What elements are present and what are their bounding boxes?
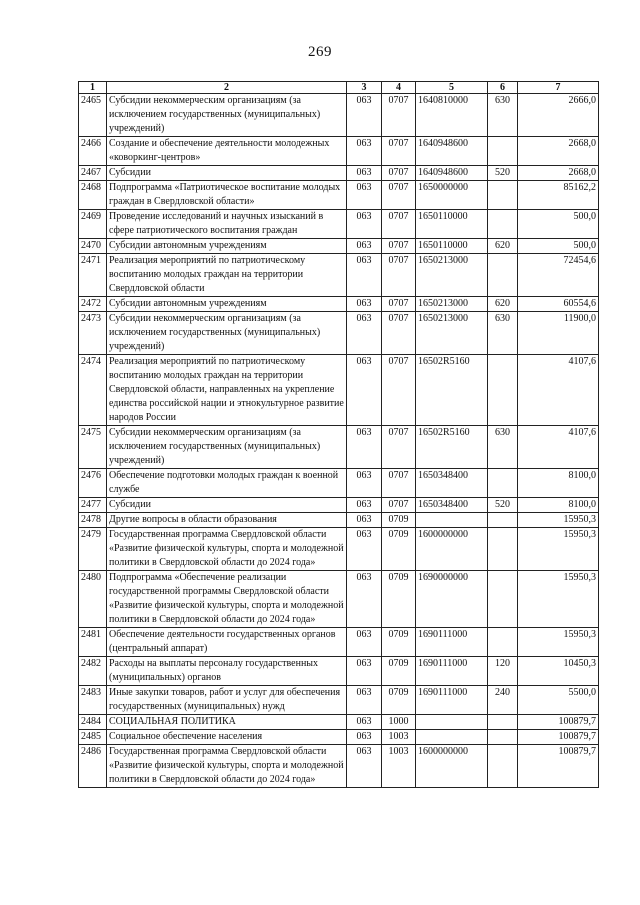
row-number: 2473 [79, 312, 107, 355]
table-row [79, 469, 599, 498]
row-section-code: 0707 [382, 210, 416, 239]
row-target-code: 1690111000 [416, 628, 488, 657]
row-expense-type: 630 [488, 312, 518, 355]
row-admin-code: 063 [347, 657, 382, 686]
table-row [79, 657, 599, 686]
row-name: Государственная программа Свердловской области «Развитие физической культуры, спорта и молодежной политики в Свердловской области до 2024 года» [107, 745, 347, 788]
row-target-code: 1650213000 [416, 312, 488, 355]
row-name: Подпрограмма «Патриотическое воспитание молодых граждан в Свердловской области» [107, 181, 347, 210]
row-target-code: 1640810000 [416, 94, 488, 137]
row-expense-type: 520 [488, 498, 518, 513]
row-section-code: 0707 [382, 469, 416, 498]
row-number: 2480 [79, 571, 107, 628]
table-row [79, 137, 599, 166]
row-amount: 4107,6 [518, 426, 599, 469]
table-row [79, 715, 599, 730]
row-expense-type: 620 [488, 297, 518, 312]
row-section-code: 0707 [382, 137, 416, 166]
table-row [79, 181, 599, 210]
table-row [79, 94, 599, 137]
row-expense-type [488, 210, 518, 239]
row-section-code: 1003 [382, 730, 416, 745]
row-number: 2470 [79, 239, 107, 254]
row-amount: 100879,7 [518, 730, 599, 745]
row-name: Субсидии некоммерческим организациям (за исключением государственных (муниципальных) учреждений) [107, 312, 347, 355]
header-cell: 4 [382, 82, 416, 94]
row-target-code: 1600000000 [416, 528, 488, 571]
row-number: 2479 [79, 528, 107, 571]
row-section-code: 0709 [382, 513, 416, 528]
row-target-code: 1650348400 [416, 469, 488, 498]
row-admin-code: 063 [347, 137, 382, 166]
row-admin-code: 063 [347, 426, 382, 469]
row-name: Субсидии автономным учреждениям [107, 239, 347, 254]
row-amount: 2666,0 [518, 94, 599, 137]
table-row [79, 166, 599, 181]
row-amount: 4107,6 [518, 355, 599, 426]
page-number: 269 [308, 44, 332, 60]
row-section-code: 0707 [382, 355, 416, 426]
row-number: 2482 [79, 657, 107, 686]
row-amount: 500,0 [518, 239, 599, 254]
row-name: Иные закупки товаров, работ и услуг для обеспечения государственных (муниципальных) нужд [107, 686, 347, 715]
row-amount: 15950,3 [518, 571, 599, 628]
row-target-code [416, 715, 488, 730]
row-name: Реализация мероприятий по патриотическому воспитанию молодых граждан на территории Свердловской области [107, 254, 347, 297]
table-row [79, 254, 599, 297]
table-row [79, 528, 599, 571]
table-row [79, 513, 599, 528]
table-row [79, 210, 599, 239]
row-number: 2478 [79, 513, 107, 528]
row-number: 2472 [79, 297, 107, 312]
row-amount: 8100,0 [518, 498, 599, 513]
row-admin-code: 063 [347, 528, 382, 571]
row-expense-type [488, 528, 518, 571]
row-number: 2471 [79, 254, 107, 297]
row-admin-code: 063 [347, 469, 382, 498]
row-expense-type [488, 745, 518, 788]
row-name: Обеспечение деятельности государственных органов (центральный аппарат) [107, 628, 347, 657]
row-target-code: 1690000000 [416, 571, 488, 628]
row-amount: 10450,3 [518, 657, 599, 686]
row-amount: 15950,3 [518, 513, 599, 528]
row-admin-code: 063 [347, 513, 382, 528]
table-row [79, 355, 599, 426]
row-target-code: 1690111000 [416, 686, 488, 715]
header-cell: 6 [488, 82, 518, 94]
row-name: Реализация мероприятий по патриотическому воспитанию молодых граждан на территории Свердловской области, направленных на укрепление единства российской нации и этнокультурное развитие народов России [107, 355, 347, 426]
row-section-code: 0707 [382, 426, 416, 469]
row-name: Другие вопросы в области образования [107, 513, 347, 528]
table-row [79, 745, 599, 788]
row-number: 2485 [79, 730, 107, 745]
header-cell: 5 [416, 82, 488, 94]
row-number: 2475 [79, 426, 107, 469]
row-section-code: 0707 [382, 297, 416, 312]
row-section-code: 0707 [382, 181, 416, 210]
row-expense-type [488, 513, 518, 528]
row-amount: 15950,3 [518, 628, 599, 657]
row-expense-type [488, 181, 518, 210]
row-admin-code: 063 [347, 745, 382, 788]
table-row [79, 312, 599, 355]
row-number: 2466 [79, 137, 107, 166]
row-number: 2486 [79, 745, 107, 788]
header-cell: 3 [347, 82, 382, 94]
table-row [79, 239, 599, 254]
row-number: 2467 [79, 166, 107, 181]
table-row [79, 498, 599, 513]
header-cell: 1 [79, 82, 107, 94]
row-expense-type [488, 469, 518, 498]
table-row [79, 730, 599, 745]
row-target-code [416, 513, 488, 528]
row-expense-type [488, 730, 518, 745]
budget-table [78, 81, 599, 788]
row-section-code: 0709 [382, 686, 416, 715]
row-admin-code: 063 [347, 571, 382, 628]
row-amount: 85162,2 [518, 181, 599, 210]
row-target-code: 1650110000 [416, 210, 488, 239]
row-admin-code: 063 [347, 210, 382, 239]
row-admin-code: 063 [347, 166, 382, 181]
row-target-code: 1650000000 [416, 181, 488, 210]
table-row [79, 686, 599, 715]
row-target-code: 1640948600 [416, 137, 488, 166]
row-amount: 5500,0 [518, 686, 599, 715]
row-number: 2469 [79, 210, 107, 239]
row-amount: 15950,3 [518, 528, 599, 571]
row-expense-type: 620 [488, 239, 518, 254]
header-cell: 2 [107, 82, 347, 94]
row-section-code: 1003 [382, 745, 416, 788]
row-expense-type: 240 [488, 686, 518, 715]
row-number: 2468 [79, 181, 107, 210]
row-admin-code: 063 [347, 297, 382, 312]
row-expense-type [488, 355, 518, 426]
row-name: Социальное обеспечение населения [107, 730, 347, 745]
row-target-code: 1650110000 [416, 239, 488, 254]
row-amount: 60554,6 [518, 297, 599, 312]
row-expense-type: 120 [488, 657, 518, 686]
row-expense-type: 630 [488, 94, 518, 137]
row-admin-code: 063 [347, 686, 382, 715]
row-name: Субсидии автономным учреждениям [107, 297, 347, 312]
row-amount: 8100,0 [518, 469, 599, 498]
row-section-code: 0707 [382, 166, 416, 181]
row-section-code: 1000 [382, 715, 416, 730]
row-number: 2465 [79, 94, 107, 137]
row-number: 2483 [79, 686, 107, 715]
row-amount: 2668,0 [518, 137, 599, 166]
row-name: Создание и обеспечение деятельности молодежных «коворкинг-центров» [107, 137, 347, 166]
row-expense-type [488, 254, 518, 297]
row-section-code: 0709 [382, 628, 416, 657]
row-target-code: 16502R5160 [416, 426, 488, 469]
row-name: СОЦИАЛЬНАЯ ПОЛИТИКА [107, 715, 347, 730]
row-target-code: 1600000000 [416, 745, 488, 788]
row-expense-type [488, 715, 518, 730]
row-section-code: 0707 [382, 254, 416, 297]
row-target-code: 16502R5160 [416, 355, 488, 426]
table-row [79, 297, 599, 312]
row-amount: 100879,7 [518, 745, 599, 788]
row-number: 2481 [79, 628, 107, 657]
row-amount: 500,0 [518, 210, 599, 239]
row-name: Государственная программа Свердловской области «Развитие физической культуры, спорта и молодежной политики в Свердловской области до 2024 года» [107, 528, 347, 571]
row-expense-type: 520 [488, 166, 518, 181]
row-admin-code: 063 [347, 312, 382, 355]
row-admin-code: 063 [347, 239, 382, 254]
table-row [79, 426, 599, 469]
row-admin-code: 063 [347, 730, 382, 745]
row-name: Проведение исследований и научных изысканий в сфере патриотического воспитания граждан [107, 210, 347, 239]
row-admin-code: 063 [347, 715, 382, 730]
row-admin-code: 063 [347, 94, 382, 137]
row-target-code: 1650348400 [416, 498, 488, 513]
row-expense-type: 630 [488, 426, 518, 469]
header-cell: 7 [518, 82, 599, 94]
row-section-code: 0707 [382, 94, 416, 137]
row-section-code: 0707 [382, 498, 416, 513]
row-amount: 72454,6 [518, 254, 599, 297]
row-amount: 11900,0 [518, 312, 599, 355]
row-section-code: 0707 [382, 239, 416, 254]
row-section-code: 0709 [382, 571, 416, 628]
row-name: Субсидии [107, 498, 347, 513]
row-number: 2484 [79, 715, 107, 730]
row-expense-type [488, 137, 518, 166]
row-name: Обеспечение подготовки молодых граждан к военной службе [107, 469, 347, 498]
row-name: Субсидии некоммерческим организациям (за исключением государственных (муниципальных) учреждений) [107, 94, 347, 137]
row-name: Субсидии [107, 166, 347, 181]
row-name: Подпрограмма «Обеспечение реализации государственной программы Свердловской области «Развитие физической культуры, спорта и молодежной политики в Свердловской области до 2024 года» [107, 571, 347, 628]
row-admin-code: 063 [347, 498, 382, 513]
row-admin-code: 063 [347, 181, 382, 210]
header-row [79, 82, 599, 94]
row-section-code: 0707 [382, 312, 416, 355]
table-row [79, 571, 599, 628]
row-number: 2477 [79, 498, 107, 513]
row-target-code: 1640948600 [416, 166, 488, 181]
row-number: 2474 [79, 355, 107, 426]
row-target-code: 1690111000 [416, 657, 488, 686]
row-number: 2476 [79, 469, 107, 498]
row-name: Расходы на выплаты персоналу государственных (муниципальных) органов [107, 657, 347, 686]
table-row [79, 628, 599, 657]
row-target-code: 1650213000 [416, 254, 488, 297]
row-target-code: 1650213000 [416, 297, 488, 312]
row-name: Субсидии некоммерческим организациям (за исключением государственных (муниципальных) учреждений) [107, 426, 347, 469]
row-section-code: 0709 [382, 657, 416, 686]
row-amount: 100879,7 [518, 715, 599, 730]
row-target-code [416, 730, 488, 745]
row-expense-type [488, 571, 518, 628]
row-amount: 2668,0 [518, 166, 599, 181]
row-expense-type [488, 628, 518, 657]
row-admin-code: 063 [347, 628, 382, 657]
row-section-code: 0709 [382, 528, 416, 571]
row-admin-code: 063 [347, 254, 382, 297]
row-admin-code: 063 [347, 355, 382, 426]
